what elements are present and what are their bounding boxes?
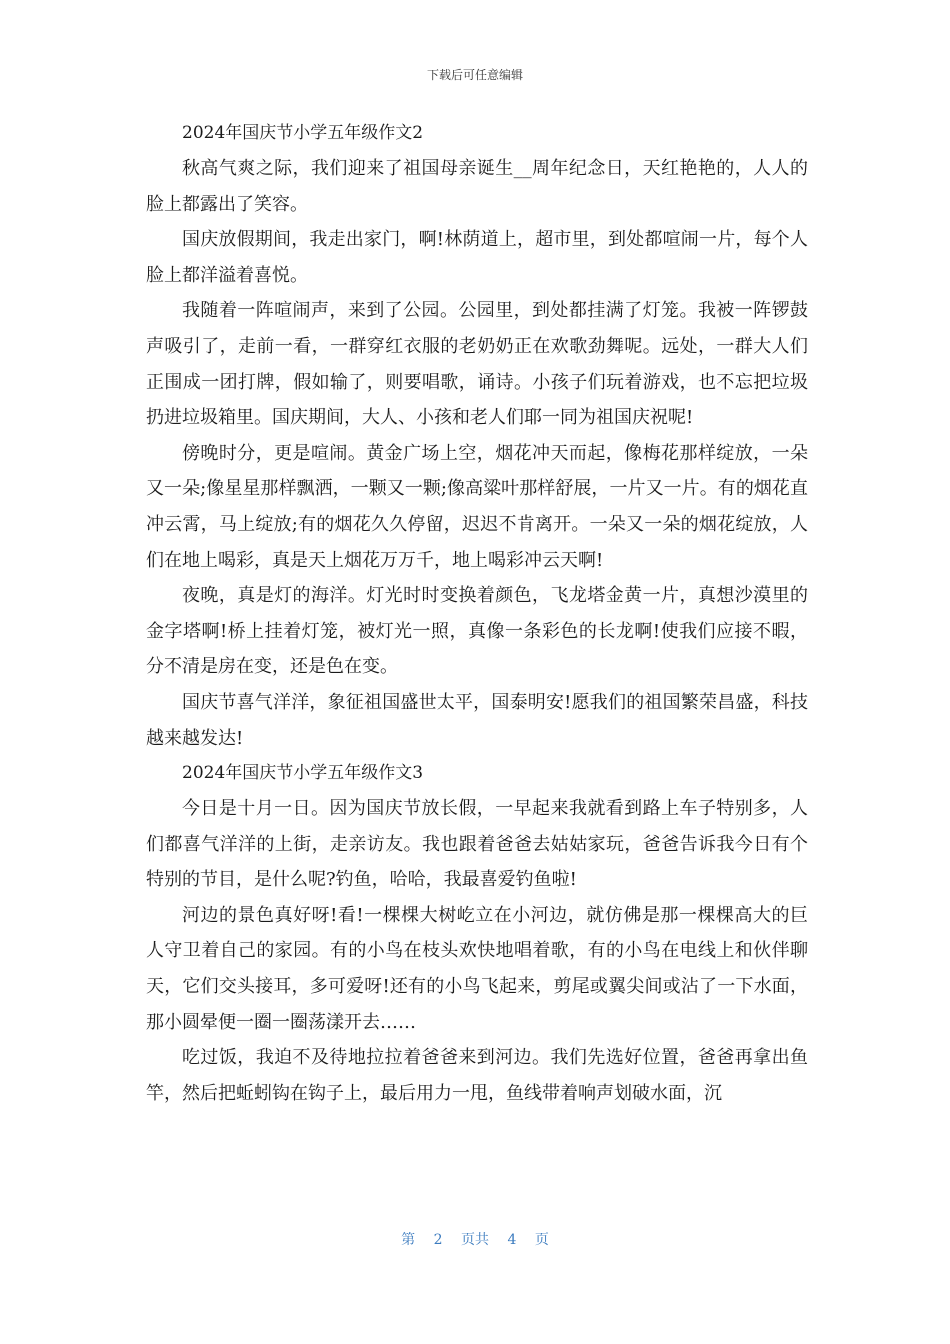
- page-footer: [0, 1229, 950, 1249]
- page-header: 下载后可任意编辑: [426, 68, 523, 82]
- paragraph: 我随着一阵喧闹声，来到了公园。公园里，到处都挂满了灯笼。我被一阵锣鼓声吸引了，走前一看，一群穿红衣服的老奶奶正在欢歌劲舞呢。远处，一群大人们正围成一团打牌，假如输了，则要唱歌，诵诗。小孩子们玩着游戏，也不忘把垃圾扔进垃圾箱里。国庆期间，大人、小孩和老人们耶一同为祖国庆祝呢!: [146, 300, 808, 429]
- paragraph: 国庆放假期间，我走出家门，啊!林荫道上，超市里，到处都喧闹一片，每个人脸上都洋溢着喜悦。: [146, 229, 808, 286]
- footer-label-end: 页: [534, 1232, 549, 1248]
- paragraph: 今日是十月一日。因为国庆节放长假，一早起来我就看到路上车子特别多，人们都喜气洋洋的上街，走亲访友。我也跟着爸爸去姑姑家玩，爸爸告诉我今日有个特别的节目，是什么呢?钓鱼，哈哈，我最喜爱钓鱼啦!: [146, 798, 808, 891]
- paragraph: 河边的景色真好呀!看!一棵棵大树屹立在小河边，就仿佛是那一棵棵高大的巨人守卫着自己的家园。有的小鸟在枝头欢快地唱着歌，有的小鸟在电线上和伙伴聊天，它们交头接耳，多可爱呀!还有的小鸟飞起来，剪尾或翼尖间或沾了一下水面，那小圆晕便一圈一圈荡漾开去……: [146, 904, 808, 1033]
- paragraph: 国庆节喜气洋洋，象征祖国盛世太平，国泰明安!愿我们的祖国繁荣昌盛，科技越来越发达!: [146, 691, 808, 749]
- footer-total-pages: 4: [507, 1232, 517, 1248]
- document-body: [146, 116, 808, 1111]
- paragraph: 傍晚时分，更是喧闹。黄金广场上空，烟花冲天而起，像梅花那样绽放，一朵又一朵;像星星那样飘洒，一颗又一颗;像高粱叶那样舒展，一片又一片。有的烟花直冲云霄，马上绽放;有的烟花久久停留，迟迟不肯离开。一朵又一朵的烟花绽放，人们在地上喝彩，真是天上烟花万万千，地上喝彩冲云天啊!: [146, 442, 808, 571]
- paragraph: 秋高气爽之际，我们迎来了祖国母亲诞生__周年纪念日，天红艳艳的，人人的脸上都露出了笑容。: [146, 158, 808, 215]
- footer-current-page: 2: [433, 1232, 443, 1248]
- paragraph: 吃过饭，我迫不及待地拉拉着爸爸来到河边。我们先选好位置，爸爸再拿出鱼竿，然后把蚯蚓钩在钩子上，最后用力一甩，鱼线带着响声划破水面，沉: [146, 1047, 808, 1104]
- footer-label-of: 页共: [461, 1232, 489, 1248]
- essay-title: 2024年国庆节小学五年级作文2: [182, 123, 424, 143]
- footer-label-page: 第: [401, 1232, 416, 1248]
- essay-title: 2024年国庆节小学五年级作文3: [182, 763, 424, 784]
- paragraph: 夜晚，真是灯的海洋。灯光时时变换着颜色，飞龙塔金黄一片，真想沙漠里的金字塔啊!桥上挂着灯笼，被灯光一照，真像一条彩色的长龙啊!使我们应接不暇，分不清是房在变，还是色在变。: [146, 585, 808, 678]
